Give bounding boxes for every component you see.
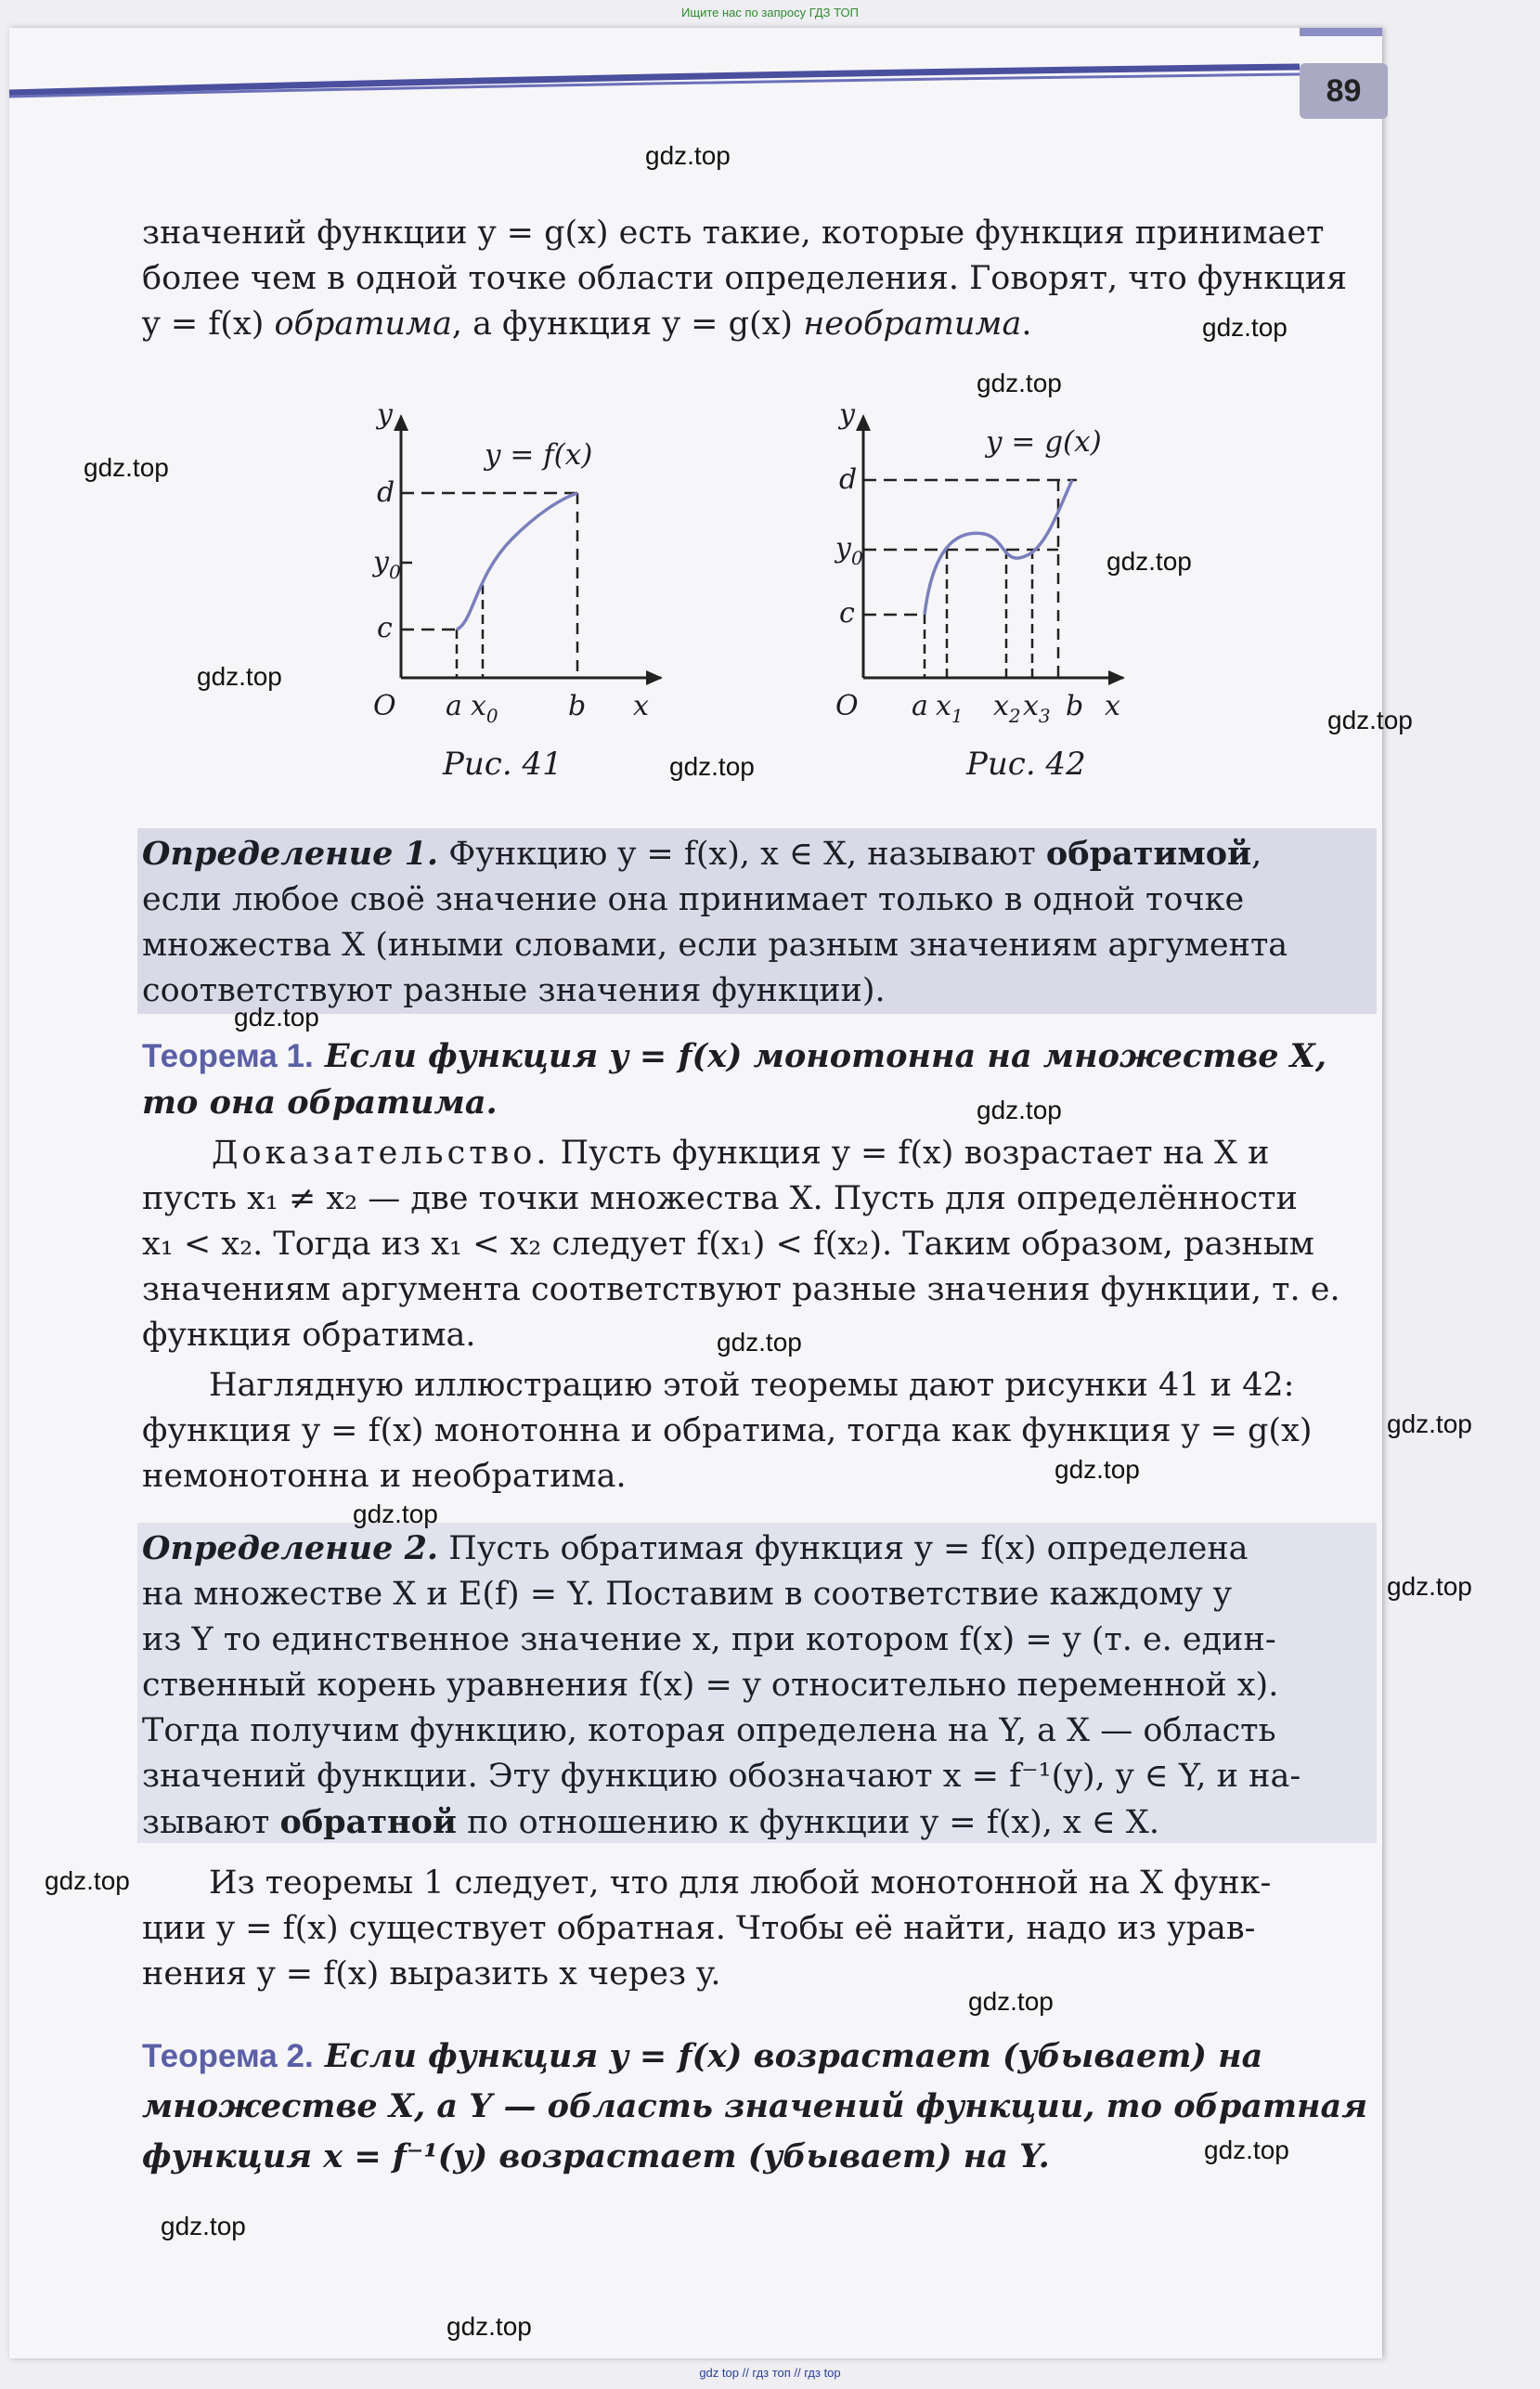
watermark: gdz.top <box>84 453 169 482</box>
label-a: a <box>912 690 928 722</box>
watermark: gdz.top <box>1202 313 1288 342</box>
definition-2-line-7a: зывают <box>142 1804 280 1841</box>
intro-line-3-a: y = f(x) <box>142 305 275 343</box>
consequence-paragraph <box>142 1861 1372 1997</box>
figure-42 <box>826 399 1132 724</box>
proof-line-3: x₁ < x₂. Тогда из x₁ < x₂ следует f(x₁) < f(x₂). Таким образом, разным <box>142 1226 1314 1263</box>
term-invertible: обратима <box>274 305 452 343</box>
label-d: d <box>839 463 858 496</box>
watermark: gdz.top <box>977 369 1062 397</box>
intro-line-2: более чем в одной точке области определения. Говорят, что функция <box>142 260 1348 297</box>
watermark: gdz.top <box>234 1003 319 1032</box>
label-x1: $x_1$ <box>936 690 964 724</box>
label-a: a <box>446 690 462 722</box>
header-decoration <box>9 28 1382 130</box>
proof-line-5: функция обратима. <box>142 1317 476 1354</box>
definition-1-line-1a: Функцию y = f(x), x ∈ X, называют <box>438 836 1046 873</box>
watermark: gdz.top <box>197 662 282 691</box>
definition-2-line-3: из Y то единственное значение x, при котором f(x) = y (т. е. един- <box>142 1621 1276 1658</box>
proof <box>142 1131 1372 1358</box>
label-d: d <box>377 476 395 509</box>
intro-line-3-c: , а функция y = g(x) <box>451 305 804 343</box>
definition-1-line-2: если любое своё значение она принимает только в одной точке <box>142 881 1245 918</box>
figure-41 <box>364 399 670 724</box>
bottom-banner: gdz top // гдз топ // гдз top <box>699 2366 841 2380</box>
watermark: gdz.top <box>645 141 731 170</box>
label-y-axis: y <box>377 399 393 431</box>
caption-fig-42: Рис. 42 <box>966 746 1086 783</box>
label-c: c <box>839 597 855 630</box>
watermark: gdz.top <box>1106 547 1192 576</box>
label-x-axis: x <box>1105 690 1120 722</box>
label-y0: $y_0$ <box>835 532 863 569</box>
watermark: gdz.top <box>353 1500 438 1528</box>
watermark: gdz.top <box>669 752 755 781</box>
proof-line-1: Пусть функция y = f(x) возрастает на X и <box>550 1135 1270 1172</box>
intro-line-3-e: . <box>1021 305 1032 343</box>
theorem-1-label: Теорема 1. <box>142 1038 314 1074</box>
theorem-1-line-2: то она обратима. <box>142 1084 498 1122</box>
watermark: gdz.top <box>717 1328 802 1357</box>
definition-2-line-4: ственный корень уравнения f(x) = y относительно переменной x). <box>142 1667 1279 1704</box>
proof-line-4: значениям аргумента соответствуют разные значения функции, т. е. <box>142 1271 1340 1308</box>
watermark: gdz.top <box>1387 1409 1472 1438</box>
proof-line-2: пусть x₁ ≠ x₂ — две точки множества X. Пусть для определённости <box>142 1180 1298 1217</box>
label-func-g: y = g(x) <box>986 425 1102 459</box>
illustration-paragraph <box>142 1363 1372 1500</box>
definition-1-line-4: соответствуют разные значения функции). <box>142 972 886 1009</box>
definition-2-line-1: Пусть обратимая функция y = f(x) определена <box>438 1530 1249 1567</box>
definition-2 <box>142 1526 1372 1846</box>
label-b: b <box>568 690 587 722</box>
term-noninvertible: необратима <box>803 305 1022 343</box>
proof-label: Доказательство. <box>212 1135 550 1172</box>
watermark: gdz.top <box>1387 1572 1472 1601</box>
term-invertible-bold: обратимой <box>1045 835 1252 873</box>
watermark: gdz.top <box>1204 2136 1289 2164</box>
illustration-line-2: функция y = f(x) монотонна и обратима, тогда как функция y = g(x) <box>142 1412 1313 1449</box>
label-y-axis: y <box>839 399 855 431</box>
y-axis-arrow <box>856 414 871 431</box>
theorem-2 <box>142 2032 1372 2182</box>
theorem-2-line-3: функция x = f⁻¹(y) возрастает (убывает) на Y. <box>142 2137 1050 2175</box>
label-x2: $x_2$ <box>993 690 1021 724</box>
label-y0: $y_0$ <box>373 546 401 583</box>
illustration-line-3: немонотонна и необратима. <box>142 1458 627 1495</box>
label-x-axis: x <box>633 690 649 722</box>
consequence-line-1: Из теоремы 1 следует, что для любой монотонной на X функ- <box>209 1864 1272 1902</box>
theorem-2-line-1: Если функция y = f(x) возрастает (убывает) на <box>313 2037 1263 2075</box>
label-origin: O <box>373 690 396 722</box>
graph-f <box>457 493 577 630</box>
definition-2-line-6: значений функции. Эту функцию обозначают x = f⁻¹(y), y ∈ Y, и на- <box>142 1758 1301 1795</box>
theorem-1 <box>142 1033 1372 1126</box>
definition-2-line-2: на множестве X и E(f) = Y. Поставим в соответствие каждому y <box>142 1576 1232 1613</box>
label-origin: O <box>835 690 859 722</box>
watermark: gdz.top <box>977 1096 1062 1124</box>
label-func-f: y = f(x) <box>485 438 593 472</box>
definition-1-line-1c: , <box>1251 836 1262 873</box>
theorem-2-line-2: множестве X, а Y — область значений функции, то обратная <box>142 2087 1368 2125</box>
definition-2-line-5: Тогда получим функцию, которая определена на Y, а X — область <box>142 1712 1276 1749</box>
x-axis-arrow <box>646 670 663 685</box>
illustration-line-1: Наглядную иллюстрацию этой теоремы дают рисунки 41 и 42: <box>209 1367 1295 1404</box>
definition-1 <box>142 831 1372 1014</box>
term-inverse-bold: обратной <box>279 1803 457 1841</box>
intro-line-1: значений функции y = g(x) есть такие, которые функция принимает <box>142 214 1325 252</box>
intro-paragraph <box>142 211 1372 347</box>
consequence-line-3: нения y = f(x) выразить x через y. <box>142 1955 721 1993</box>
watermark: gdz.top <box>968 1987 1054 2016</box>
y-axis-arrow <box>394 414 408 431</box>
label-x0: $x_0$ <box>471 690 498 724</box>
theorem-2-label: Теорема 2. <box>142 2038 314 2074</box>
watermark: gdz.top <box>1327 706 1413 734</box>
caption-fig-41: Рис. 41 <box>443 746 563 783</box>
definition-2-line-7c: по отношению к функции y = f(x), x ∈ X. <box>456 1804 1159 1841</box>
label-x3: $x_3$ <box>1023 690 1051 724</box>
definition-2-label: Определение 2. <box>142 1529 439 1567</box>
x-axis-arrow <box>1108 670 1125 685</box>
consequence-line-2: ции y = f(x) существует обратная. Чтобы её найти, надо из урав- <box>142 1910 1256 1947</box>
definition-1-line-3: множества X (иными словами, если разным значениям аргумента <box>142 927 1288 964</box>
watermark: gdz.top <box>446 2312 532 2341</box>
watermark: gdz.top <box>161 2212 246 2240</box>
watermark: gdz.top <box>45 1866 130 1895</box>
top-banner: Ищите нас по запросу ГДЗ ТОП <box>681 6 859 19</box>
theorem-1-line-1: Если функция y = f(x) монотонна на множестве X, <box>313 1037 1327 1075</box>
label-c: c <box>377 612 393 644</box>
watermark: gdz.top <box>1055 1455 1140 1484</box>
page-number: 89 <box>1300 63 1388 119</box>
definition-1-label: Определение 1. <box>142 835 439 873</box>
label-b: b <box>1066 690 1084 722</box>
